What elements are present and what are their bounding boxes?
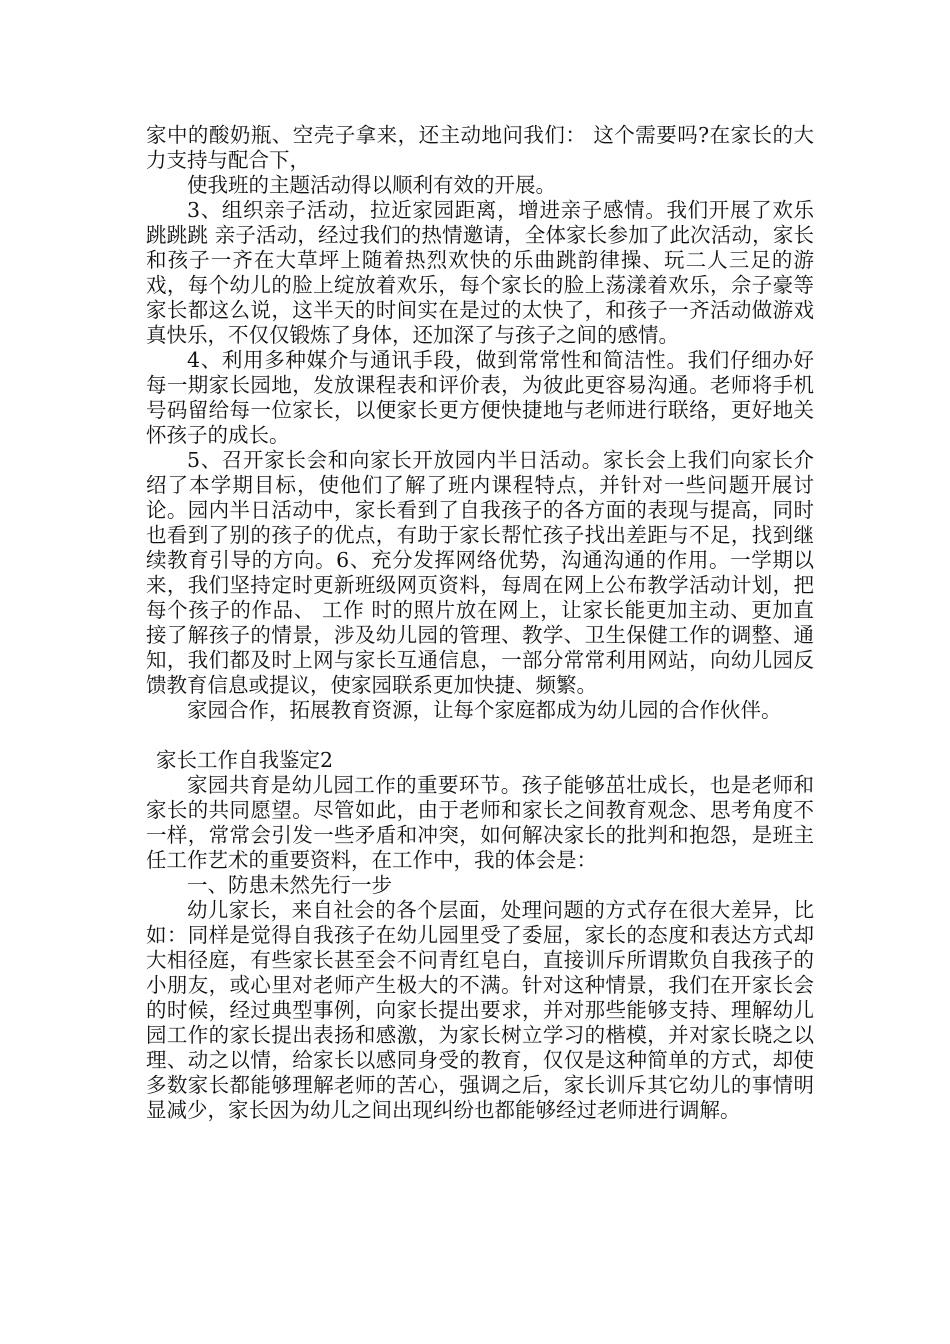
section-2 xyxy=(146,773,814,1123)
paragraph: 家园共育是幼儿园工作的重要环节。孩子能够茁壮成长，也是老师和家长的共同愿望。尽管如此，由于老师和家长之间教育观念、思考角度不一样，常常会引发一些矛盾和冲突，如何解决家长的批判和抱怨，是班主任工作艺术的重要资料，在工作中，我的体会是： xyxy=(146,773,814,872)
paragraph: 4、利用多种媒介与通讯手段，做到常常性和简洁性。我们仔细办好每一期家长园地，发放课程表和评价表，为彼此更容易沟通。老师将手机号码留给每一位家长，以便家长更方便快捷地与老师进行联络，更好地关怀孩子的成长。 xyxy=(146,348,814,447)
section-1 xyxy=(146,123,814,723)
paragraph: 家园合作，拓展教育资源，让每个家庭都成为幼儿园的合作伙伴。 xyxy=(187,698,782,722)
paragraph: 一、防患未然先行一步 xyxy=(187,873,392,897)
paragraph: 使我班的主题活动得以顺利有效的开展。 xyxy=(187,173,556,197)
paragraph: 幼儿家长，来自社会的各个层面，处理问题的方式存在很大差异，比如：同样是觉得自我孩子在幼儿园里受了委屈，家长的态度和表达方式却大相径庭，有些家长甚至会不问青红皂白，直接训斥所谓欺负自我孩子的小朋友，或心里对老师产生极大的不满。针对这种情景，我们在开家长会的时候，经过典型事例，向家长提出要求，并对那些能够支持、理解幼儿园工作的家长提出表扬和感激，为家长树立学习的楷模，并对家长晓之以理、动之以情，给家长以感同身受的教育，仅仅是这种简单的方式，却使多数家长都能够理解老师的苦心，强调之后，家长训斥其它幼儿的事情明显减少，家长因为幼儿之间出现纠纷也都能够经过老师进行调解。 xyxy=(146,898,814,1122)
paragraph: 3、组织亲子活动，拉近家园距离，增进亲子感情。我们开展了欢乐跳跳跳 亲子活动，经过我们的热情邀请，全体家长参加了此次活动，家长和孩子一齐在大草坪上随着热烈欢快的乐曲跳韵律操、玩二人三足的游戏，每个幼儿的脸上绽放着欢乐，每个家长的脸上荡漾着欢乐，佘子豪等家长都这么说，这半天的时间实在是过的太快了，和孩子一齐活动做游戏真快乐，不仅仅锻炼了身体，还加深了与孩子之间的感情。 xyxy=(146,198,814,347)
paragraph: 家中的酸奶瓶、空壳子拿来，还主动地问我们： 这个需要吗?在家长的大力支持与配合下， xyxy=(146,123,814,172)
document-page xyxy=(146,123,814,1123)
blank-line xyxy=(146,723,814,748)
paragraph: 5、召开家长会和向家长开放园内半日活动。家长会上我们向家长介绍了本学期目标，使他们了解了班内课程特点，并针对一些问题开展讨论。园内半日活动中，家长看到了自我孩子的各方面的表现与提高，同时也看到了别的孩子的优点，有助于家长帮忙孩子找出差距与不足，找到继续教育引导的方向。6、充分发挥网络优势，沟通沟通的作用。一学期以来，我们坚持定时更新班级网页资料，每周在网上公布教学活动计划，把每个孩子的作品、 工作 时的照片放在网上，让家长能更加主动、更加直接了解孩子的情景，涉及幼儿园的管理、教学、卫生保健工作的调整、通知，我们都及时上网与家长互通信息，一部分常常利用网站，向幼儿园反馈教育信息或提议，使家园联系更加快捷、频繁。 xyxy=(146,448,814,697)
section-heading: 家长工作自我鉴定2 xyxy=(156,748,334,772)
